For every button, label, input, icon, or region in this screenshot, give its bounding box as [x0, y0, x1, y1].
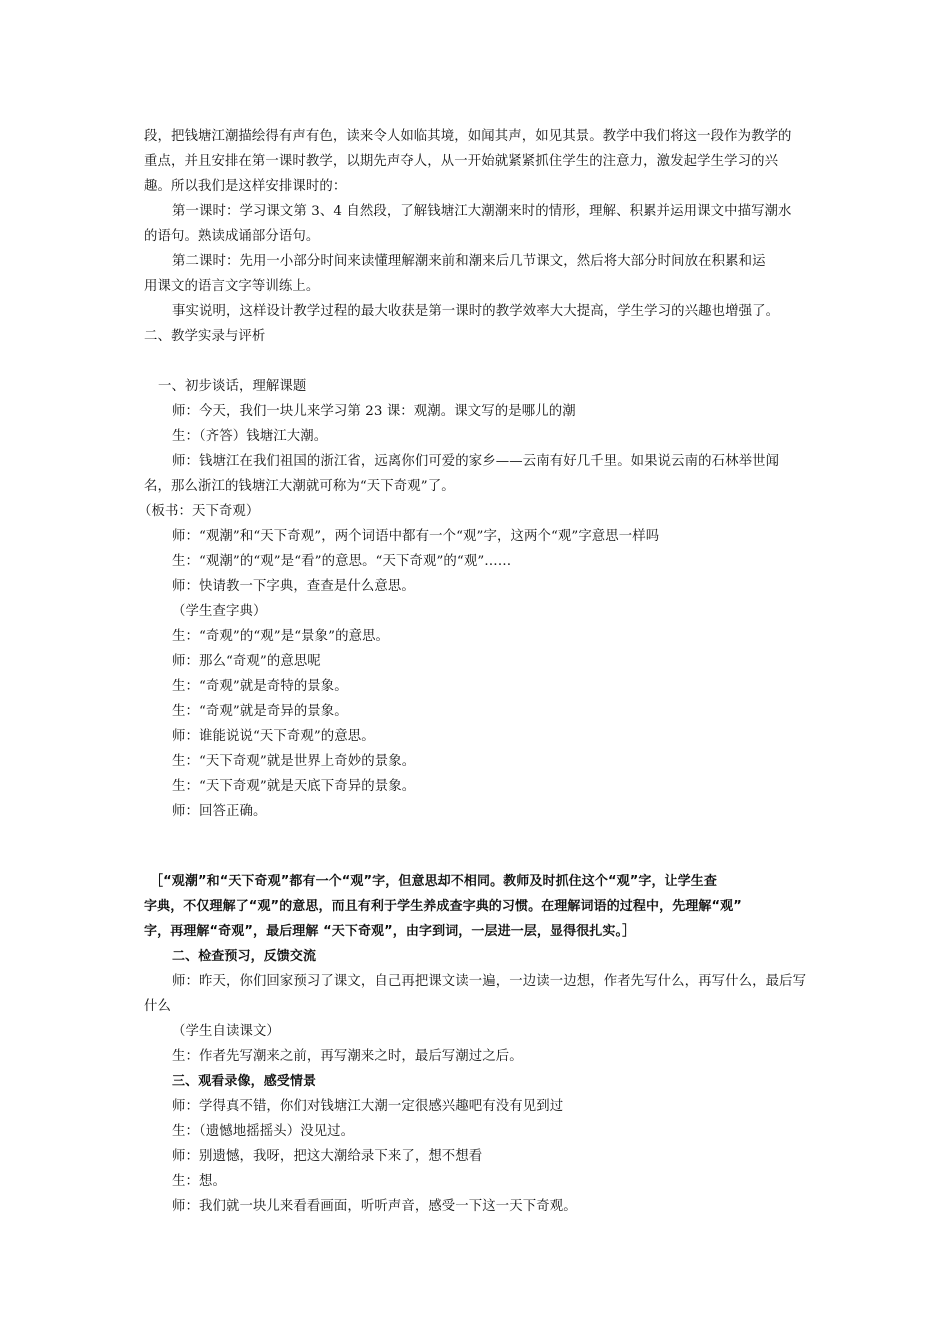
dialogue-line: 生：（遗憾地摇摇头）没见过。 — [172, 1124, 355, 1139]
dialogue-line: 师：昨天，你们回家预习了课文，自己再把课文读一遍，一边读一边想，作者先写什么，再写什么，最后写 — [172, 974, 807, 989]
subsection-title: 一、初步谈话，理解课题 — [158, 379, 307, 394]
dialogue-line: 生：“奇观”就是奇特的景象。 — [172, 679, 348, 694]
dialogue-line: 什么 — [144, 999, 171, 1014]
dialogue-line: 生：“观潮”的“观”是“看”的意思。“天下奇观”的“观”…… — [172, 554, 512, 569]
dialogue-line: 师：回答正确。 — [172, 804, 267, 819]
result-line: 事实说明，这样设计教学过程的最大收获是第一课时的教学效率大大提高，学生学习的兴趣也增强了。 — [172, 304, 780, 319]
paragraph-line: 重点，并且安排在第一课时教学，以期先声夺人，从一开始就紧紧抓住学生的注意力，激发起学生学习的兴 — [144, 154, 779, 169]
dialogue-line: 生：（齐答）钱塘江大潮。 — [172, 429, 328, 444]
lesson-one-line: 第一课时：学习课文第 3、4 自然段，了解钱塘江大潮潮来时的情形，理解、积累并运用课文中描写潮水 — [172, 204, 792, 219]
paragraph-line: 趣。所以我们是这样安排课时的： — [144, 179, 347, 194]
dialogue-line: 师：今天，我们一块儿来学习第 23 课：观潮。课文写的是哪儿的潮 — [172, 404, 576, 419]
dialogue-line: 师：快请教一下字典，查查是什么意思。 — [172, 579, 415, 594]
section-heading: 二、教学实录与评析 — [144, 329, 266, 344]
dialogue-line: 生：想。 — [172, 1174, 226, 1189]
stage-direction: （学生查字典） — [172, 604, 267, 619]
dialogue-line: 生：“天下奇观”就是天底下奇异的景象。 — [172, 779, 416, 794]
dialogue-line: 生：“奇观”的“观”是“景象”的意思。 — [172, 629, 390, 644]
subsection-title: 三、观看录像，感受情景 — [172, 1074, 317, 1089]
lesson-two-line: 第二课时：先用一小部分时间来读懂理解潮来前和潮来后几节课文，然后将大部分时间放在积累和运 — [172, 254, 766, 269]
commentary-line: ［“观潮”和“天下奇观”都有一个“观”字，但意思却不相同。教师及时抓住这个“观”字，让学生查 — [150, 874, 717, 889]
dialogue-line: 生：“奇观”就是奇异的景象。 — [172, 704, 348, 719]
dialogue-line: 生：作者先写潮来之前，再写潮来之时，最后写潮过之后。 — [172, 1049, 523, 1064]
subsection-title: 二、检查预习，反馈交流 — [172, 949, 317, 964]
dialogue-line: 名，那么浙江的钱塘江大潮就可称为“天下奇观”了。 — [144, 479, 455, 494]
commentary-line: 字，再理解“奇观”，最后理解 “天下奇观”，由字到词，一层进一层，显得很扎实。］ — [144, 924, 636, 939]
dialogue-line: 生：“天下奇观”就是世界上奇妙的景象。 — [172, 754, 416, 769]
dialogue-line: 师：别遗憾，我呀，把这大潮给录下来了，想不想看 — [172, 1149, 483, 1164]
stage-direction: （学生自读课文） — [172, 1024, 280, 1039]
lesson-one-line: 的语句。熟读成诵部分语句。 — [144, 229, 320, 244]
board-note: （板书：天下奇观） — [138, 504, 260, 519]
dialogue-line: 师：那么“奇观”的意思呢 — [172, 654, 321, 669]
commentary-line: 字典，不仅理解了“观”的意思，而且有利于学生养成查字典的习惯。在理解词语的过程中，先理解“观” — [144, 899, 742, 914]
dialogue-line: 师：我们就一块儿来看看画面，听听声音，感受一下这一天下奇观。 — [172, 1199, 577, 1214]
paragraph-line: 段，把钱塘江潮描绘得有声有色，读来令人如临其境，如闻其声，如见其景。教学中我们将这一段作为教学的 — [144, 129, 792, 144]
lesson-two-line: 用课文的语言文字等训练上。 — [144, 279, 320, 294]
dialogue-line: 师：学得真不错，你们对钱塘江大潮一定很感兴趣吧有没有见到过 — [172, 1099, 564, 1114]
dialogue-line: 师：“观潮”和“天下奇观”，两个词语中都有一个“观”字，这两个“观”字意思一样吗 — [172, 529, 660, 544]
dialogue-line: 师：钱塘江在我们祖国的浙江省，远离你们可爱的家乡——云南有好几千里。如果说云南的石林举世闻 — [172, 454, 780, 469]
dialogue-line: 师：谁能说说“天下奇观”的意思。 — [172, 729, 375, 744]
